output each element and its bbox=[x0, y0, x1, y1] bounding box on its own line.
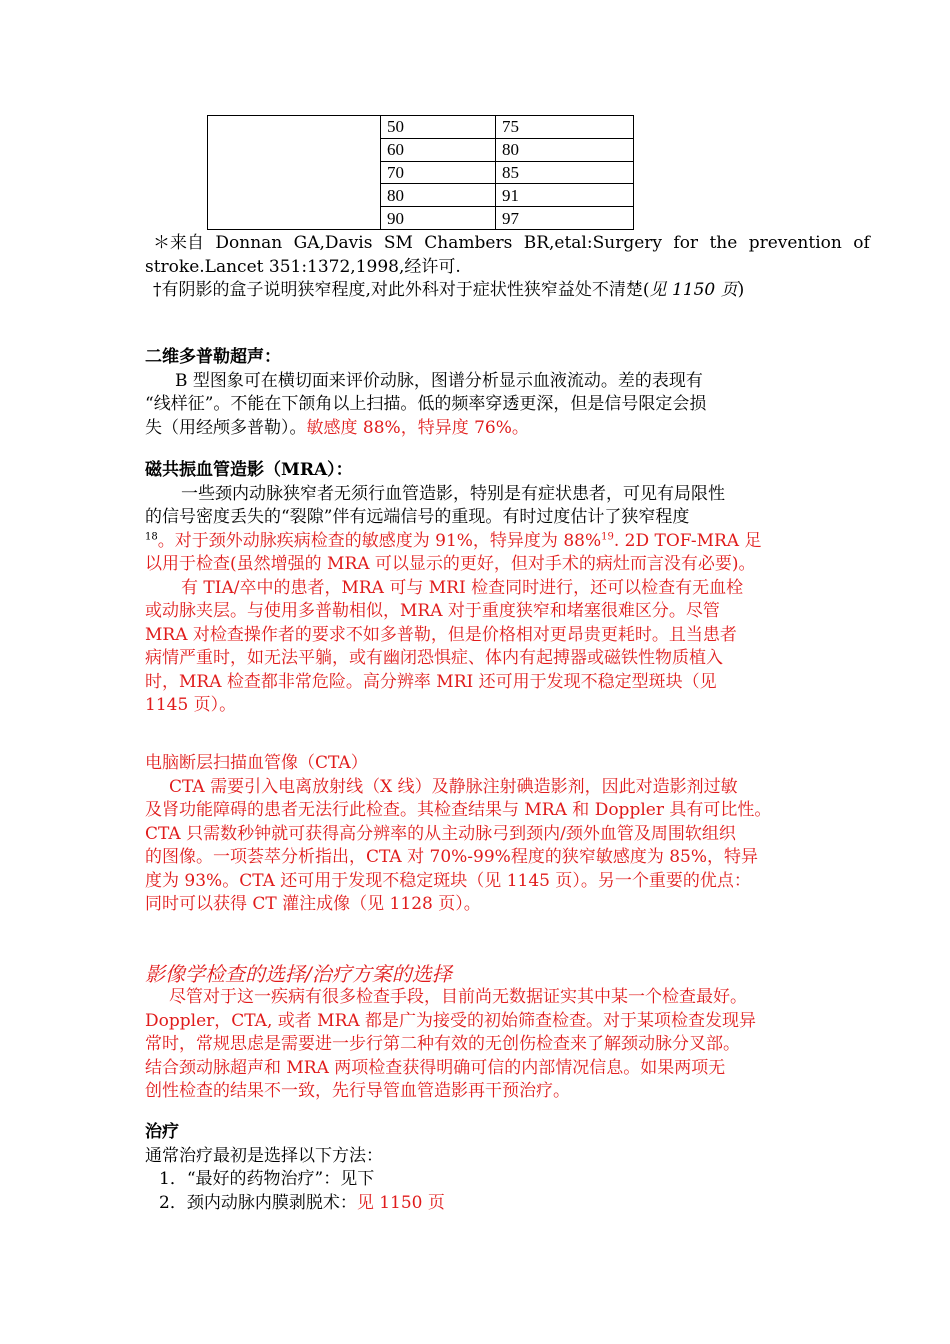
imaging-line: 常时，常规思虑是需要进一步行第二种有效的无创伤检查来了解颈动脉分叉部。 bbox=[145, 1034, 740, 1054]
table-cell: 80 bbox=[381, 184, 496, 207]
mra-line: 时，MRA 检查都非常危险。高分辨率 MRI 还可用于发现不稳定型斑块（见 bbox=[145, 671, 717, 692]
treatment-section bbox=[145, 1121, 807, 1215]
mra-line: 以用于检查(虽然增强的 MRA 可以显示的更好，但对手术的病灶而言没有必要)。 bbox=[145, 554, 756, 574]
dagger-close: ) bbox=[737, 280, 745, 300]
mra-stats: 。对于颈外动脉疾病检查的敏感度为 91%，特异度为 88% bbox=[157, 530, 602, 551]
treatment-heading: 治疗 bbox=[145, 1122, 179, 1142]
treatment-item-2-text: 2．颈内动脉内膜剥脱术： bbox=[159, 1192, 357, 1213]
table-cell: 50 bbox=[381, 116, 496, 139]
mra-line: 有 TIA/卒中的患者，MRA 可与 MRI 检查同时进行，还可以检查有无血栓 bbox=[181, 577, 744, 598]
table-cell: 60 bbox=[381, 138, 496, 161]
table-source-note bbox=[145, 232, 870, 303]
cta-line: CTA 只需数秒钟就可获得高分辨率的从主动脉弓到颈内/颈外血管及周围软组织 bbox=[145, 823, 736, 844]
mra-line: 病情严重时，如无法平躺，或有幽闭恐惧症、体内有起搏器或磁铁性物质植入 bbox=[145, 648, 723, 668]
imaging-section bbox=[145, 962, 807, 1104]
cta-heading: 电脑断层扫描血管像（CTA） bbox=[145, 753, 368, 773]
imaging-line: 尽管对于这一疾病有很多检查手段，目前尚无数据证实其中某一个检查最好。 bbox=[169, 987, 747, 1007]
table-cell: 70 bbox=[381, 161, 496, 184]
mra-line: 的信号密度丢失的“裂隙”伴有远端信号的重现。有时过度估计了狭窄程度 bbox=[145, 507, 690, 527]
table-cell: 75 bbox=[496, 116, 634, 139]
citation-18: 18 bbox=[145, 530, 158, 542]
doppler-line: B 型图象可在横切面来评价动脉，图谱分析显示血液流动。差的表现有 bbox=[175, 370, 703, 391]
dagger-note bbox=[145, 279, 807, 303]
doppler-text: 失（用经颅多普勒）。 bbox=[145, 417, 307, 438]
mra-heading: 磁共振血管造影（MRA）： bbox=[145, 460, 353, 480]
treatment-intro: 通常治疗最初是选择以下方法： bbox=[145, 1145, 383, 1166]
table-empty-cell bbox=[208, 116, 381, 230]
mra-stats-end: . 2D TOF-MRA 足 bbox=[613, 530, 762, 551]
mra-line: 或动脉夹层。与使用多普勒相似，MRA 对于重度狭窄和堵塞很难区分。尽管 bbox=[145, 601, 720, 621]
treatment-item-2 bbox=[145, 1192, 807, 1216]
mra-line bbox=[145, 530, 807, 554]
imaging-line: 创性检查的结果不一致，先行导管血管造影再干预治疗。 bbox=[145, 1081, 570, 1101]
doppler-line bbox=[145, 417, 807, 441]
cta-line: 度为 93%。CTA 还可用于发现不稳定斑块（见 1145 页）。另一个重要的优点： bbox=[145, 870, 751, 891]
mra-section bbox=[145, 459, 807, 718]
table-cell: 91 bbox=[496, 184, 634, 207]
citation-19: 19 bbox=[601, 530, 614, 542]
table-cell: 97 bbox=[496, 207, 634, 230]
page-reference: 见 1150 页 bbox=[356, 1192, 445, 1213]
table-cell: 80 bbox=[496, 138, 634, 161]
imaging-heading: 影像学检查的选择/治疗方案的选择 bbox=[145, 962, 452, 986]
page-reference: 见 1150 页 bbox=[649, 280, 738, 300]
table-row bbox=[208, 116, 634, 139]
treatment-item-1: 1．“最好的药物治疗”：见下 bbox=[159, 1169, 375, 1189]
cta-section bbox=[145, 752, 807, 917]
table-cell: 85 bbox=[496, 161, 634, 184]
doppler-section bbox=[145, 346, 807, 440]
stenosis-table bbox=[207, 115, 634, 230]
cta-line: 的图像。一项荟萃分析指出，CTA 对 70%-99%程度的狭窄敏感度为 85%，特异 bbox=[145, 847, 759, 867]
table-cell: 90 bbox=[381, 207, 496, 230]
imaging-line: 结合颈动脉超声和 MRA 两项检查获得明确可信的内部情况信息。如果两项无 bbox=[145, 1057, 726, 1078]
doppler-stats: 敏感度 88%，特异度 76%。 bbox=[306, 417, 529, 438]
mra-line: 1145 页）。 bbox=[145, 695, 237, 715]
dagger-text: †有阴影的盒子说明狭窄程度,对此外科对于症状性狭窄益处不清楚( bbox=[153, 280, 650, 300]
cta-line: 同时可以获得 CT 灌注成像（见 1128 页）。 bbox=[145, 894, 481, 914]
source-line-1: ＊来自 Donnan GA,Davis SM Chambers BR,etal:Surgery for the prevention of bbox=[153, 233, 870, 253]
doppler-line: “线样征”。不能在下颌角以上扫描。低的频率穿透更深，但是信号限定会损 bbox=[145, 394, 707, 414]
mra-line: MRA 对检查操作者的要求不如多普勒，但是价格相对更昂贵更耗时。且当患者 bbox=[145, 624, 737, 645]
doppler-heading: 二维多普勒超声： bbox=[145, 347, 281, 367]
mra-line: 一些颈内动脉狭窄者无须行血管造影，特别是有症状患者，可见有局限性 bbox=[181, 483, 725, 504]
cta-line: CTA 需要引入电离放射线（X 线）及静脉注射碘造影剂，因此对造影剂过敏 bbox=[169, 776, 738, 797]
source-line-2: stroke.Lancet 351:1372,1998,经许可. bbox=[145, 256, 461, 277]
imaging-line: Doppler，CTA, 或者 MRA 都是广为接受的初始筛查检查。对于某项检查发现异 bbox=[145, 1010, 757, 1031]
cta-line: 及肾功能障碍的患者无法行此检查。其检查结果与 MRA 和 Doppler 具有可比性。 bbox=[145, 800, 772, 820]
